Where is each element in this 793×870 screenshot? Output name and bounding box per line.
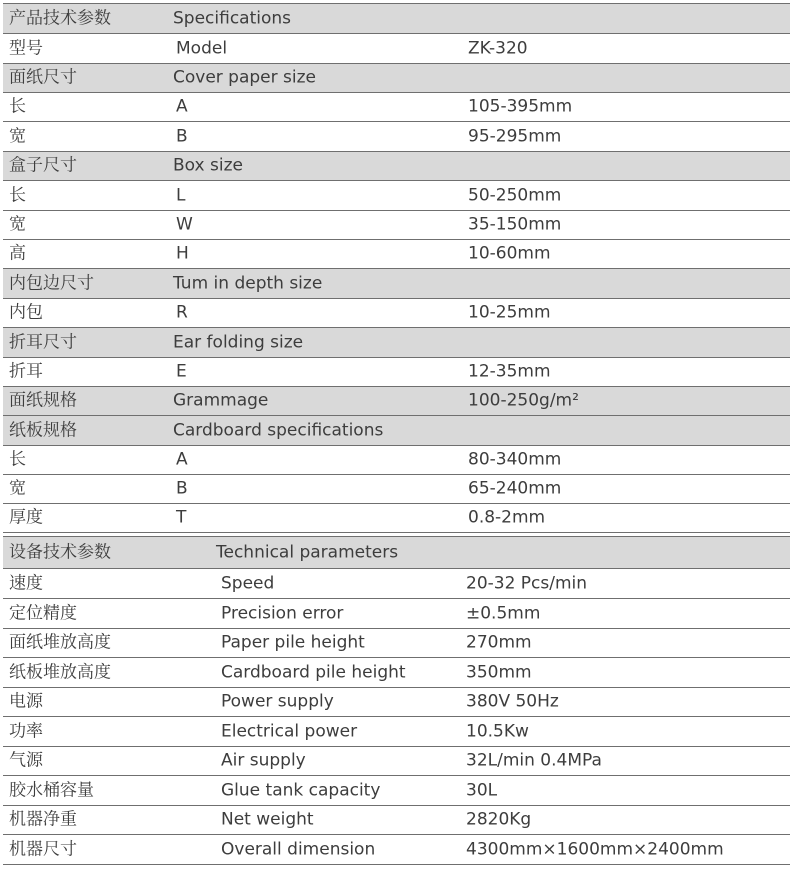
section-header-row bbox=[3, 64, 790, 93]
zh-label: 纸板堆放高度 bbox=[9, 662, 111, 682]
en-label: Electrical power bbox=[221, 721, 358, 741]
table-row bbox=[3, 93, 790, 122]
value: 32L/min 0.4MPa bbox=[466, 750, 602, 771]
table-row bbox=[3, 569, 790, 599]
en-label: T bbox=[176, 507, 187, 528]
value: 350mm bbox=[466, 662, 532, 682]
value: ZK-320 bbox=[468, 38, 528, 58]
zh-label: 长 bbox=[9, 449, 26, 470]
zh-label: 长 bbox=[9, 185, 26, 205]
zh-label: 面纸规格 bbox=[9, 390, 77, 411]
en-label: Specifications bbox=[173, 8, 292, 28]
en-label: Cover paper size bbox=[173, 67, 316, 88]
value: 10-60mm bbox=[468, 243, 551, 264]
value: 4300mm×1600mm×2400mm bbox=[466, 839, 724, 859]
value: 380V 50Hz bbox=[466, 691, 559, 712]
zh-label: 设备技术参数 bbox=[9, 542, 111, 562]
zh-label: 型号 bbox=[9, 38, 43, 58]
table-row bbox=[3, 599, 790, 629]
table-row bbox=[3, 475, 790, 504]
value: 270mm bbox=[466, 632, 532, 653]
en-label: A bbox=[176, 449, 188, 470]
table-row bbox=[3, 776, 790, 806]
value: ±0.5mm bbox=[466, 603, 541, 623]
section-header-row bbox=[3, 387, 790, 416]
en-label: B bbox=[176, 126, 188, 146]
table-row bbox=[3, 446, 790, 475]
value: 50-250mm bbox=[468, 185, 562, 205]
value: 105-395mm bbox=[468, 96, 573, 117]
zh-label: 宽 bbox=[9, 478, 26, 499]
value: 30L bbox=[466, 780, 498, 800]
table-row bbox=[3, 629, 790, 658]
en-label: Cardboard pile height bbox=[221, 662, 406, 682]
en-label: L bbox=[176, 185, 186, 205]
table-row bbox=[3, 835, 790, 865]
zh-label: 胶水桶容量 bbox=[9, 780, 94, 800]
value: 10-25mm bbox=[468, 302, 551, 323]
en-label: Overall dimension bbox=[221, 839, 376, 859]
zh-label: 内包 bbox=[9, 302, 43, 323]
zh-label: 定位精度 bbox=[9, 603, 77, 623]
section-header-row bbox=[3, 537, 790, 569]
en-label: A bbox=[176, 96, 188, 117]
zh-label: 面纸堆放高度 bbox=[9, 632, 111, 653]
zh-label: 高 bbox=[9, 243, 26, 264]
en-label: H bbox=[176, 243, 189, 264]
value: 100-250g/m² bbox=[468, 390, 579, 411]
table-row bbox=[3, 688, 790, 717]
table-row bbox=[3, 717, 790, 747]
table-row bbox=[3, 299, 790, 328]
technical-parameters-table bbox=[3, 536, 790, 865]
zh-label: 产品技术参数 bbox=[9, 8, 111, 28]
section-header-row bbox=[3, 416, 790, 446]
zh-label: 宽 bbox=[9, 214, 26, 235]
en-label: Box size bbox=[173, 155, 243, 176]
zh-label: 纸板规格 bbox=[9, 420, 77, 440]
specifications-table bbox=[3, 3, 790, 533]
zh-label: 内包边尺寸 bbox=[9, 273, 94, 293]
en-label: Model bbox=[176, 38, 228, 58]
zh-label: 电源 bbox=[9, 691, 43, 712]
zh-label: 宽 bbox=[9, 126, 26, 146]
value: 0.8-2mm bbox=[468, 507, 546, 528]
value: 20-32 Pcs/min bbox=[466, 573, 588, 593]
en-label: Glue tank capacity bbox=[221, 780, 381, 800]
en-label: Cardboard specifications bbox=[173, 420, 384, 440]
table-row bbox=[3, 240, 790, 269]
section-header-row bbox=[3, 328, 790, 358]
table-row bbox=[3, 504, 790, 533]
en-label: Technical parameters bbox=[216, 542, 399, 562]
zh-label: 机器净重 bbox=[9, 809, 77, 830]
value: 95-295mm bbox=[468, 126, 562, 146]
table-row bbox=[3, 747, 790, 776]
en-label: Tum in depth size bbox=[173, 273, 323, 293]
value: 65-240mm bbox=[468, 478, 562, 499]
table-row bbox=[3, 181, 790, 211]
table-row bbox=[3, 806, 790, 835]
value: 2820Kg bbox=[466, 809, 532, 830]
table-row bbox=[3, 358, 790, 387]
en-label: B bbox=[176, 478, 188, 499]
en-label: W bbox=[176, 214, 193, 235]
value: 12-35mm bbox=[468, 361, 551, 382]
en-label: E bbox=[176, 361, 187, 382]
en-label: Paper pile height bbox=[221, 632, 365, 653]
en-label: Air supply bbox=[221, 750, 306, 771]
table-row bbox=[3, 658, 790, 688]
zh-label: 盒子尺寸 bbox=[9, 155, 77, 176]
value: 80-340mm bbox=[468, 449, 562, 470]
en-label: R bbox=[176, 302, 188, 323]
en-label: Ear folding size bbox=[173, 332, 304, 352]
en-label: Precision error bbox=[221, 603, 344, 623]
en-label: Net weight bbox=[221, 809, 314, 830]
zh-label: 长 bbox=[9, 96, 26, 117]
table-row bbox=[3, 211, 790, 240]
en-label: Speed bbox=[221, 573, 275, 593]
zh-label: 折耳尺寸 bbox=[9, 332, 77, 352]
zh-label: 功率 bbox=[9, 721, 43, 741]
section-header-row bbox=[3, 152, 790, 181]
zh-label: 折耳 bbox=[9, 361, 43, 382]
zh-label: 面纸尺寸 bbox=[9, 67, 77, 88]
zh-label: 气源 bbox=[9, 750, 43, 771]
table-row bbox=[3, 34, 790, 64]
section-header-row bbox=[3, 269, 790, 299]
table-row bbox=[3, 122, 790, 152]
zh-label: 速度 bbox=[9, 573, 43, 593]
en-label: Grammage bbox=[173, 390, 269, 411]
zh-label: 机器尺寸 bbox=[9, 839, 77, 859]
value: 35-150mm bbox=[468, 214, 562, 235]
value: 10.5Kw bbox=[466, 721, 529, 741]
zh-label: 厚度 bbox=[9, 507, 43, 528]
en-label: Power supply bbox=[221, 691, 334, 712]
section-header-row bbox=[3, 4, 790, 34]
